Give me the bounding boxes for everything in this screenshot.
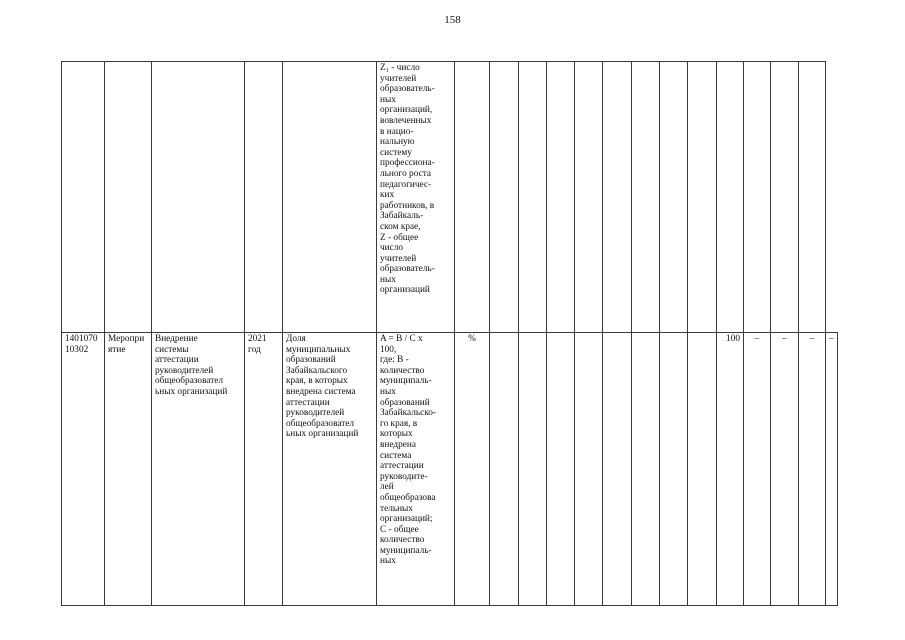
cell-value-col (688, 333, 717, 606)
cell-formula: A = B / C x 100, где: B - количество муниципаль- ных образований Забайкальско- го края, в которых внедрена система аттестации руководите- лей общеобразова тельных организаций; C - общее количество муниципаль- ных (377, 333, 455, 606)
cell-value-col (660, 62, 688, 333)
indicator-table (61, 61, 838, 606)
cell-code: 1401070 10302 (62, 333, 105, 606)
cell-value-col (632, 62, 660, 333)
cell-value-col (603, 333, 632, 606)
cell-value-col (603, 62, 632, 333)
cell-value-col (490, 333, 519, 606)
cell-value-col (547, 333, 575, 606)
cell-name (152, 62, 245, 333)
cell-value-col (547, 62, 575, 333)
cell-value-col (575, 62, 603, 333)
cell-value-col (771, 62, 799, 333)
cell-unit (455, 62, 490, 333)
cell-dash: – (744, 333, 771, 606)
cell-value-col (519, 333, 547, 606)
page-number: 158 (444, 14, 461, 26)
cell-name: Внедрение системы аттестации руководителей общеобразовател ьных организаций (152, 333, 245, 606)
cell-type: Меропри ятие (105, 333, 152, 606)
cell-value-col (575, 333, 603, 606)
cell-unit: % (455, 333, 490, 606)
cell-target-value: 100 (717, 333, 744, 606)
cell-value-col (632, 333, 660, 606)
cell-code (62, 62, 105, 333)
cell-value-col (799, 62, 826, 333)
cell-formula-continuation: Z₁ - число учителей образователь- ных организаций, вовлеченных в нацио- нальную систему профессиона- льного роста педагогичес- ких работников, в Забайкаль- ском крае, Z - общее число учителей образователь- ных организаций (377, 62, 455, 333)
cell-dash: – (799, 333, 826, 606)
cell-year (245, 62, 283, 333)
cell-value-col (660, 333, 688, 606)
cell-value-col (744, 62, 771, 333)
cell-dash: – (826, 333, 838, 606)
cell-value-col (490, 62, 519, 333)
table-row-measure (62, 333, 838, 606)
cell-value-col (717, 62, 744, 333)
cell-value-col (688, 62, 717, 333)
cell-year: 2021 год (245, 333, 283, 606)
table-row-continuation (62, 62, 838, 333)
cell-type (105, 62, 152, 333)
cell-indicator (283, 62, 377, 333)
cell-value-col (519, 62, 547, 333)
cell-dash: – (771, 333, 799, 606)
cell-indicator: Доля муниципальных образований Забайкальского края, в которых внедрена система аттестации руководителей общеобразовател ьных организаций (283, 333, 377, 606)
